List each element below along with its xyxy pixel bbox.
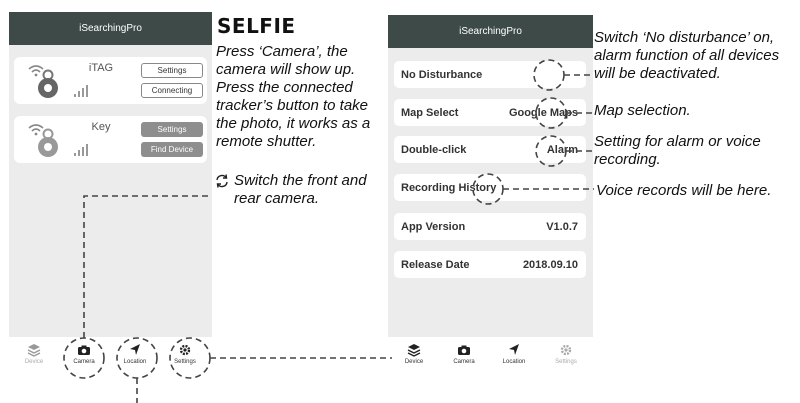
location-arrow-icon — [507, 343, 521, 357]
layers-icon — [407, 343, 421, 357]
gear-icon — [178, 343, 192, 357]
tab-label: Settings — [174, 359, 196, 365]
key-find-device-button[interactable]: Find Device — [141, 142, 203, 157]
setting-no-disturbance[interactable] — [394, 61, 586, 88]
left-tab-bar — [9, 337, 212, 371]
tab-camera[interactable] — [64, 343, 104, 369]
setting-label: Recording History — [401, 182, 497, 194]
tab-label: Location — [502, 359, 526, 365]
tab-device[interactable] — [14, 343, 54, 369]
right-app-title: iSearchingPro — [388, 15, 593, 48]
camera-icon — [457, 343, 471, 357]
selfie-instructions: Press ‘Camera’, the camera will show up. Press the connected tracker’s button to take the photo, it works as a remote shutter. — [216, 43, 371, 150]
switch-camera-note: Switch the front and rear camera. — [234, 172, 367, 207]
setting-app-version — [394, 213, 586, 240]
alarm-note: Setting for alarm or voice recording. — [594, 133, 761, 168]
itag-connecting-button[interactable]: Connecting — [141, 83, 203, 98]
setting-label: Release Date — [401, 259, 470, 271]
location-arrow-icon — [128, 343, 142, 357]
setting-double-click[interactable] — [394, 136, 586, 163]
tab-location[interactable] — [115, 343, 155, 369]
gear-icon — [559, 343, 573, 357]
setting-label: No Disturbance — [401, 69, 483, 81]
camera-icon — [77, 343, 91, 357]
voice-records-note: Voice records will be here. — [596, 182, 772, 199]
setting-label: Map Select — [401, 107, 459, 119]
layers-icon — [27, 343, 41, 357]
tab-label: Camera — [73, 359, 95, 365]
tab-location[interactable] — [494, 343, 534, 369]
tracker-icon — [36, 128, 60, 158]
itag-settings-button[interactable]: Settings — [141, 63, 203, 78]
setting-recording-history[interactable] — [394, 174, 586, 201]
signal-bars-icon — [74, 85, 88, 97]
key-settings-button[interactable]: Settings — [141, 122, 203, 137]
left-phone-screen — [9, 12, 212, 337]
setting-value: 2018.09.10 — [522, 259, 578, 271]
device-card-itag[interactable] — [14, 57, 207, 104]
setting-value: Google Maps — [508, 107, 578, 119]
setting-label: App Version — [401, 221, 466, 233]
device-name-itag: iTAG — [88, 62, 114, 74]
setting-label: Double-click — [401, 144, 467, 156]
left-app-title: iSearchingPro — [9, 12, 212, 45]
tab-label: Location — [123, 359, 147, 365]
tracker-icon — [36, 69, 60, 99]
setting-release-date — [394, 251, 586, 278]
device-card-key[interactable] — [14, 116, 207, 163]
tab-settings[interactable] — [165, 343, 205, 369]
tab-label: Device — [24, 359, 44, 365]
right-phone-screen — [388, 15, 593, 337]
setting-value: Alarm — [546, 144, 578, 156]
no-disturbance-note: Switch ‘No disturbance’ on, alarm function of all devices will be deactivated. — [594, 29, 780, 82]
tab-device[interactable] — [394, 343, 434, 369]
setting-value: V1.0.7 — [546, 221, 578, 233]
tab-label: Camera — [453, 359, 475, 365]
switch-camera-icon — [214, 173, 230, 189]
tab-camera[interactable] — [444, 343, 484, 369]
tab-label: Device — [404, 359, 424, 365]
tab-label: Settings — [555, 359, 577, 365]
right-tab-bar — [388, 337, 593, 371]
tab-settings[interactable] — [546, 343, 586, 369]
selfie-heading: SELFIE — [217, 14, 296, 38]
map-select-note: Map selection. — [594, 102, 691, 119]
setting-map-select[interactable] — [394, 99, 586, 126]
device-name-key: Key — [91, 121, 111, 133]
signal-bars-icon — [74, 144, 88, 156]
